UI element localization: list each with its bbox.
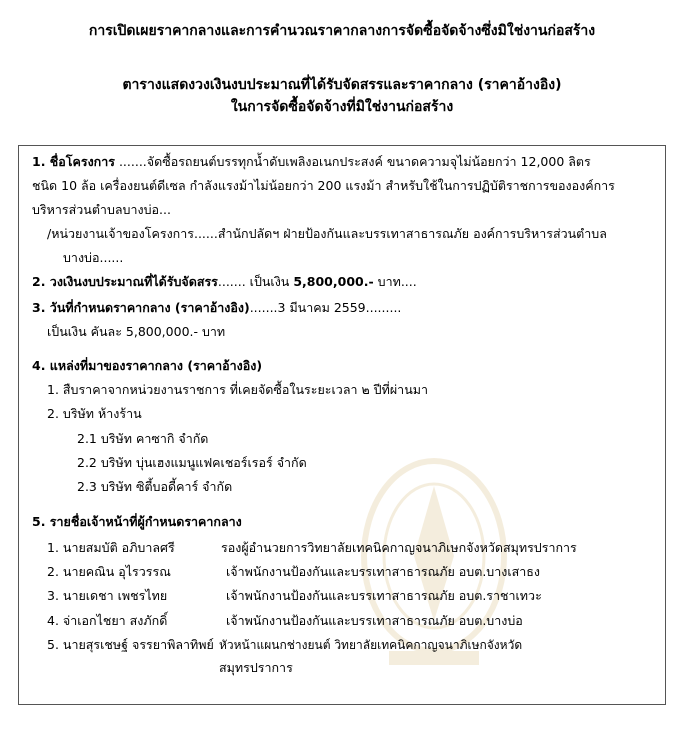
officer-name: 2. นายคณิน อุไรวรรณ bbox=[47, 564, 171, 579]
officer-role: เจ้าพนักงานป้องกันและบรรเทาสาธารณภัย อบต.บางเสาธง bbox=[226, 564, 541, 579]
officer-name: 5. นายสุรเชษฐ์ จรรยาพิลาทิพย์ bbox=[47, 637, 214, 652]
officer-role: เจ้าพนักงานป้องกันและบรรเทาสาธารณภัย อบต.บางบ่อ bbox=[226, 613, 523, 628]
reference-price: เป็นเงิน คันละ 5,800,000.- บาท bbox=[47, 324, 226, 339]
budget-pre: ....... เป็นเงิน bbox=[217, 274, 294, 289]
officer-role: เจ้าพนักงานป้องกันและบรรเทาสาธารณภัย อบต.ราชาเทวะ bbox=[226, 588, 542, 603]
reference-date-label: 3. วันที่กำหนดราคากลาง (ราคาอ้างอิง) bbox=[32, 300, 250, 315]
price-source-item-2: 2. บริษัท ห้างร้าน bbox=[47, 406, 142, 421]
page-title: การเปิดเผยราคากลางและการคำนวณราคากลางการจัดซื้อจัดจ้างซึ่งมิใช่งานก่อสร้าง bbox=[88, 23, 596, 39]
project-name-line2: ชนิด 10 ล้อ เครื่องยนต์ดีเซล กำลังแรงม้าไม่น้อยกว่า 200 แรงม้า สำหรับใช้ในการปฏิบัติราชการขององค์การ bbox=[32, 178, 615, 193]
reference-date-value: .......3 มีนาคม 2559......... bbox=[249, 300, 402, 315]
officers-heading: 5. รายชื่อเจ้าหน้าที่ผู้กำหนดราคากลาง bbox=[32, 514, 242, 529]
company-item-2: 2.2 บริษัท บุ่นเฮงแมนูแฟคเชอร์เรอร์ จำกัด bbox=[77, 455, 307, 470]
officer-name: 3. นายเดชา เพชรไทย bbox=[47, 588, 168, 603]
officer-name: 1. นายสมบัติ อภิบาลศรี bbox=[47, 540, 175, 555]
officer-role-continued: สมุทรปราการ bbox=[219, 660, 293, 675]
table-title-line2: ในการจัดซื้อจัดจ้างที่มิใช่งานก่อสร้าง bbox=[230, 99, 454, 115]
officer-role: รองผู้อำนวยการวิทยาลัยเทคนิคกาญจนาภิเษกจังหวัดสมุทรปราการ bbox=[221, 540, 577, 555]
price-source-heading: 4. แหล่งที่มาของราคากลาง (ราคาอ้างอิง) bbox=[32, 358, 263, 373]
budget-amount: 5,800,000.- bbox=[293, 274, 374, 289]
project-owner-line1: /หน่วยงานเจ้าของโครงการ......สำนักปลัดฯ ฝ่ายป้องกันและบรรเทาสาธารณภัย องค์การบริหารส่วนตำบล bbox=[47, 226, 607, 241]
table-title-line1: ตารางแสดงวงเงินงบประมาณที่ได้รับจัดสรรและราคากลาง (ราคาอ้างอิง) bbox=[122, 77, 562, 93]
officer-role: หัวหน้าแผนกช่างยนต์ วิทยาลัยเทคนิคกาญจนาภิเษกจังหวัด bbox=[219, 638, 523, 652]
reference-date-line bbox=[32, 299, 401, 317]
project-owner-line2: บางบ่อ...... bbox=[63, 250, 124, 265]
budget-label: 2. วงเงินงบประมาณที่ได้รับจัดสรร bbox=[32, 274, 218, 289]
company-item-3: 2.3 บริษัท ซิตี้บอดี้คาร์ จำกัด bbox=[77, 479, 233, 494]
project-name-label: 1. ชื่อโครงการ bbox=[32, 154, 115, 169]
project-info-box bbox=[18, 145, 666, 705]
officer-name: 4. จ่าเอกไชยา สงภักดิ์ bbox=[47, 613, 168, 628]
price-source-item-1: 1. สืบราคาจากหน่วยงานราชการ ที่เคยจัดซื้อในระยะเวลา ๒ ปีที่ผ่านมา bbox=[47, 382, 428, 397]
project-name-line3: บริหารส่วนตำบลบางบ่อ... bbox=[32, 202, 171, 217]
budget-post: บาท.... bbox=[373, 274, 417, 289]
company-item-1: 2.1 บริษัท คาซากิ จำกัด bbox=[77, 431, 209, 446]
budget-line bbox=[32, 273, 417, 291]
project-name-line1 bbox=[32, 153, 591, 171]
project-name-text: .......จัดซื้อรถยนต์บรรทุกน้ำดับเพลิงอเนกประสงค์ ขนาดความจุไม่น้อยกว่า 12,000 ลิตร bbox=[114, 154, 591, 169]
